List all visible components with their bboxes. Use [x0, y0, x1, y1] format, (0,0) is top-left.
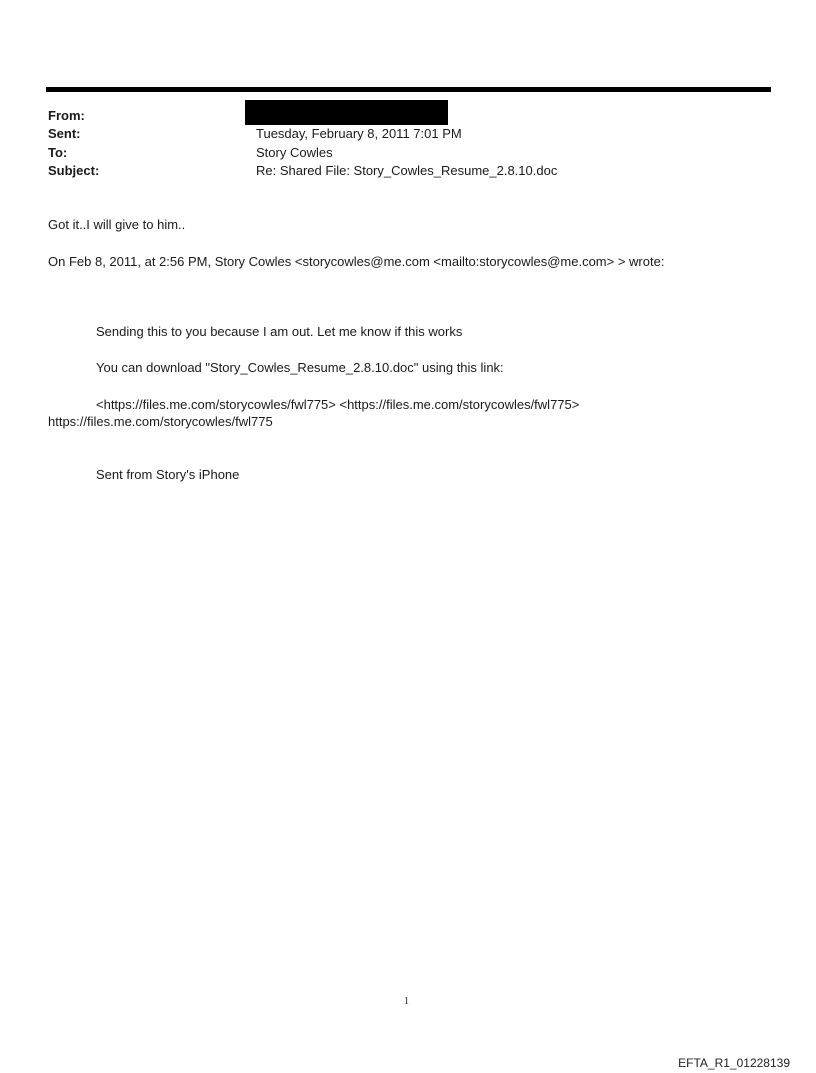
signature: Sent from Story's iPhone	[96, 467, 240, 482]
sent-value: Tuesday, February 8, 2011 7:01 PM	[256, 126, 462, 141]
quoted-message-line: Sending this to you because I am out. Let me know if this works	[96, 324, 463, 339]
redacted-sender	[245, 100, 448, 125]
download-link-line[interactable]: <https://files.me.com/storycowles/fwl775> <https://files.me.com/storycowles/fwl775>	[96, 397, 580, 412]
subject-label: Subject:	[48, 163, 100, 178]
download-link-url[interactable]: https://files.me.com/storycowles/fwl775	[48, 414, 273, 429]
bates-number: EFTA_R1_01228139	[678, 1056, 790, 1070]
quote-intro: On Feb 8, 2011, at 2:56 PM, Story Cowles <storycowles@me.com <mailto:storycowles@me.com> > wrote:	[48, 254, 665, 269]
download-instruction: You can download "Story_Cowles_Resume_2.8.10.doc" using this link:	[96, 360, 504, 375]
to-value: Story Cowles	[256, 145, 333, 160]
to-label: To:	[48, 145, 68, 160]
sent-label: Sent:	[48, 126, 81, 141]
reply-text: Got it..I will give to him..	[48, 217, 186, 232]
subject-value: Re: Shared File: Story_Cowles_Resume_2.8.10.doc	[256, 163, 558, 178]
header-divider	[46, 87, 771, 92]
from-label: From:	[48, 108, 85, 123]
page-number: 1	[404, 996, 409, 1007]
